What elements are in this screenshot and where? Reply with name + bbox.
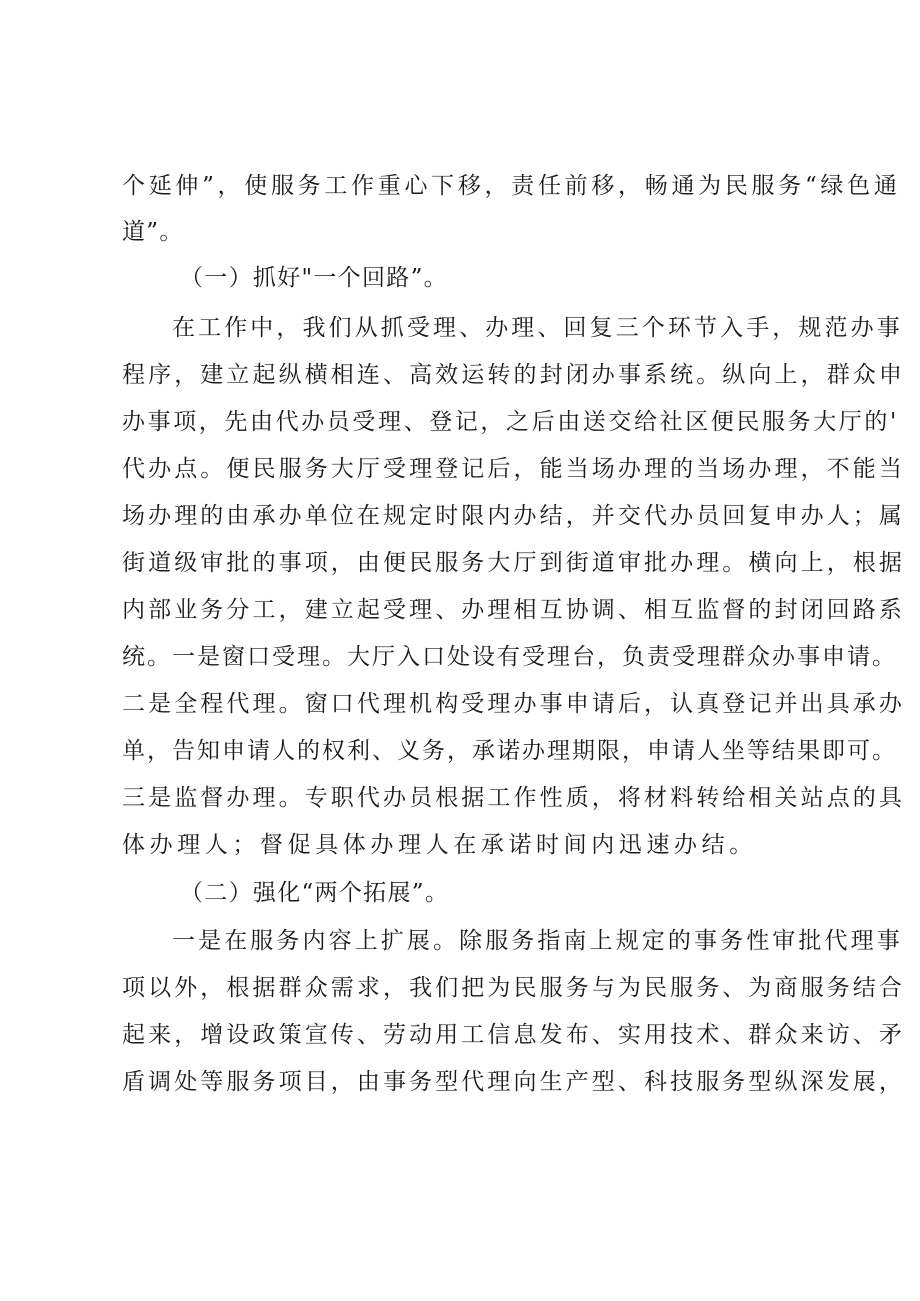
text-line: 统。一是窗口受理。大厅入口处设有受理台，负责受理群众办事申请。 — [122, 644, 897, 670]
text-line: 盾调处等服务项目，由事务型代理向生产型、科技服务型纵深发展， — [122, 1069, 905, 1095]
text-line: 街道级审批的事项，由便民服务大厅到街道审批办理。横向上，根据 — [122, 550, 905, 576]
text-line: 个延伸”，使服务工作重心下移，责任前移，畅通为民服务“绿色通 — [122, 173, 901, 199]
text-line: 程序，建立起纵横相连、高效运转的封闭办事系统。纵向上，群众申 — [122, 362, 905, 388]
text-line: 一是在服务内容上扩展。除服务指南上规定的事务性审批代理事 — [172, 928, 903, 954]
text-line: 在工作中，我们从抓受理、办理、回复三个环节入手，规范办事 — [172, 315, 903, 341]
section-heading: （二）强化“两个拓展”。 — [180, 880, 450, 906]
text-line: 三是监督办理。专职代办员根据工作性质，将材料转给相关站点的具 — [122, 785, 905, 811]
section-heading: （一）抓好"一个回路”。 — [180, 265, 448, 291]
text-line: 道”。 — [122, 219, 184, 245]
text-line: 二是全程代理。窗口代理机构受理办事申请后，认真登记并出具承办 — [122, 691, 905, 717]
text-line: 场办理的由承办单位在规定时限内办结，并交代办员回复申办人；属 — [122, 503, 905, 529]
text-line: 起来，增设政策宣传、劳动用工信息发布、实用技术、群众来访、矛 — [122, 1022, 905, 1048]
text-line: 项以外，根据群众需求，我们把为民服务与为民服务、为商服务结合 — [122, 975, 905, 1001]
text-line: 内部业务分工，建立起受理、办理相互协调、相互监督的封闭回路系 — [122, 597, 905, 623]
text-line: 单，告知申请人的权利、义务，承诺办理期限，申请人坐等结果即可。 — [122, 738, 897, 764]
text-line: 办事项，先由代办员受理、登记，之后由送交给社区便民服务大厅的' — [122, 409, 899, 435]
text-line: 代办点。便民服务大厅受理登记后，能当场办理的当场办理，不能当 — [122, 456, 905, 482]
text-line: 体办理人；督促具体办理人在承诺时间内迅速办结。 — [122, 832, 757, 858]
